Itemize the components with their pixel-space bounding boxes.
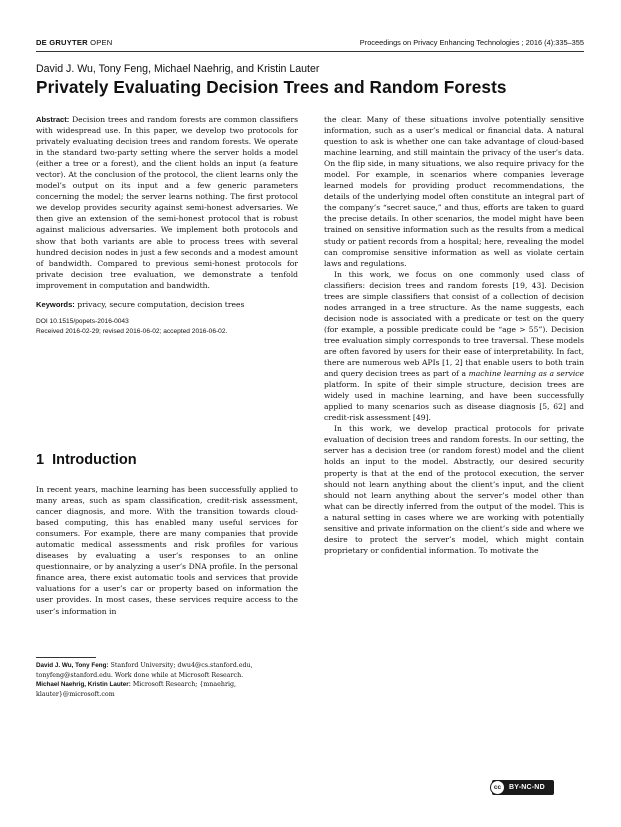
publisher-bold: DE GRUYTER xyxy=(36,38,88,47)
cc-license-text: BY-NC-ND xyxy=(509,784,545,791)
intro-paragraph-4: In this work, we develop practical protocols for private evaluation of decision trees and random forests. In our setting, the server has a decision tree (or random forest) model and the client holds an input to the model. Abstractly, our desired security property is that at the end of the protocol execution, the server should not learn anything about the client’s input, and the client should not learn anything about the server’s model other than what can be directly inferred from the output of the model. This is a natural setting in cases where we are working with potentially sensitive and private information on the client’s side and where we desire to protect the server’s model, which might contain proprietary or confidential information. To motivate the xyxy=(324,424,584,555)
keywords-text: privacy, secure computation, decision trees xyxy=(74,299,245,309)
footnote-aff-1: Stanford University; dwu4@cs.stanford.edu, tonyfeng@stanford.edu. Work done while at Microsoft Research. xyxy=(36,662,253,679)
section-heading xyxy=(36,452,137,468)
footnote-rule xyxy=(36,657,96,658)
footnote-affiliation-2 xyxy=(36,680,298,699)
doi: DOI 10.1515/popets-2016-0043 xyxy=(36,317,129,325)
header-rule xyxy=(36,51,584,52)
keywords xyxy=(36,299,298,310)
journal-citation: Proceedings on Privacy Enhancing Technologies ; 2016 (4):335–355 xyxy=(359,38,584,47)
left-column xyxy=(36,114,298,337)
cc-license-badge[interactable] xyxy=(492,780,554,795)
keywords-label: Keywords: xyxy=(36,299,75,309)
abstract-label: Abstract: xyxy=(36,115,70,124)
section-title: Introduction xyxy=(52,452,137,468)
footnote-affiliation-1 xyxy=(36,661,298,680)
paper-title: Privately Evaluating Decision Trees and Random Forests xyxy=(36,77,507,97)
right-column xyxy=(324,114,584,556)
intro-paragraph-2: the clear. Many of these situations involve potentially sensitive information, such as a user’s medical or financial data. A natural question to ask is whether one can take advantage of cloud-based machine learning, and still maintain the privacy of the user’s data. On the flip side, in many situations, we also require privacy for the model. For example, in scenarios where companies leverage learned models for providing product recommendations, the details of the underlying model often constitute an integral part of the company’s “secret sauce,” and thus, efforts are taken to guard the precise details. In other scenarios, the model might have been trained on sensitive information such as the results from a medical study or patient records from a hospital; here, revealing the model can compromise sensitive information as well as violate certain laws and regulations. xyxy=(324,115,584,268)
footnote-name-2: Michael Naehrig, Kristin Lauter: xyxy=(36,681,131,689)
section-number: 1 xyxy=(36,452,45,468)
abstract xyxy=(36,114,298,291)
intro-paragraph-3 xyxy=(324,269,584,424)
intro-paragraph-1: In recent years, machine learning has been successfully applied to many areas, such as spam classification, credit-risk assessment, cancer diagnosis, and more. With the transition towards cloud-based computing, this has enabled many useful services for consumers. For example, there are many companies that provide automatic medical assessments and risk profiles for various diseases by evaluating a user’s responses to an online questionnaire, or by analyzing a user’s DNA profile. In the personal finance area, there exist automatic tools and services that provide valuations for a user’s car or property based on information the user provides. In most cases, these services require access to the user’s information in xyxy=(36,485,298,616)
paragraph-3-emphasis: machine learning as a service xyxy=(468,369,584,379)
footnote-name-1: David J. Wu, Tony Feng: xyxy=(36,662,109,669)
intro-left-column xyxy=(36,484,298,617)
abstract-text: Decision trees and random forests are common classifiers with widespread use. In this paper, we develop two protocols for privately evaluating decision trees and random forests. We operate in the standard two-party setting where the server holds a model (either a tree or a forest), and the client holds an input (a feature vector). At the conclusion of the protocol, the client learns only the model’s output on its input and a few generic parameters concerning the model; the server learns nothing. The first protocol we develop provides security against semi-honest adversaries. We then give an extension of the semi-honest protocol that is robust against malicious adversaries. We implement both protocols and show that both variants are able to process trees with several hundred decision nodes in just a few seconds and a modest amount of bandwidth. Compared to previous semi-honest protocols for private decision tree evaluation, we demonstrate a tenfold improvement in computation and bandwidth. xyxy=(36,115,298,290)
paragraph-3-text-b: platform. In spite of their simple structure, decision trees are widely used in machine learning, and have been successfully applied to many scenarios such as disease diagnosis [5, 62] and credit-risk assessment [49]. xyxy=(324,380,584,423)
publisher-name xyxy=(36,38,112,47)
paragraph-3-text-a: In this work, we focus on one commonly used class of classifiers: decision trees and random forests [19, 43]. Decision trees are simple classifiers that consist of a collection of decision nodes arranged in a tree structure. As the name suggests, each decision node is associated with a predicate or test on the query (for example, a possible predicate could be “age > 55”). Decision tree evaluation simply corresponds to tree traversal. These models are often favored by users for their ease of interpretability. In fact, there are numerous web APIs [1, 2] that enable users to both train and query decision trees as part of a xyxy=(324,269,584,379)
author-footnote xyxy=(36,661,298,699)
publisher-rest: OPEN xyxy=(87,38,113,47)
received-dates: Received 2016-02-29; revised 2016-06-02; accepted 2016-06-02. xyxy=(36,327,228,335)
footnote-aff-2: Microsoft Research; {mnaehrig, klauter}@microsoft.com xyxy=(36,681,237,698)
author-list: David J. Wu, Tony Feng, Michael Naehrig, and Kristin Lauter xyxy=(36,63,320,75)
cc-logo-icon: cc xyxy=(490,780,505,795)
